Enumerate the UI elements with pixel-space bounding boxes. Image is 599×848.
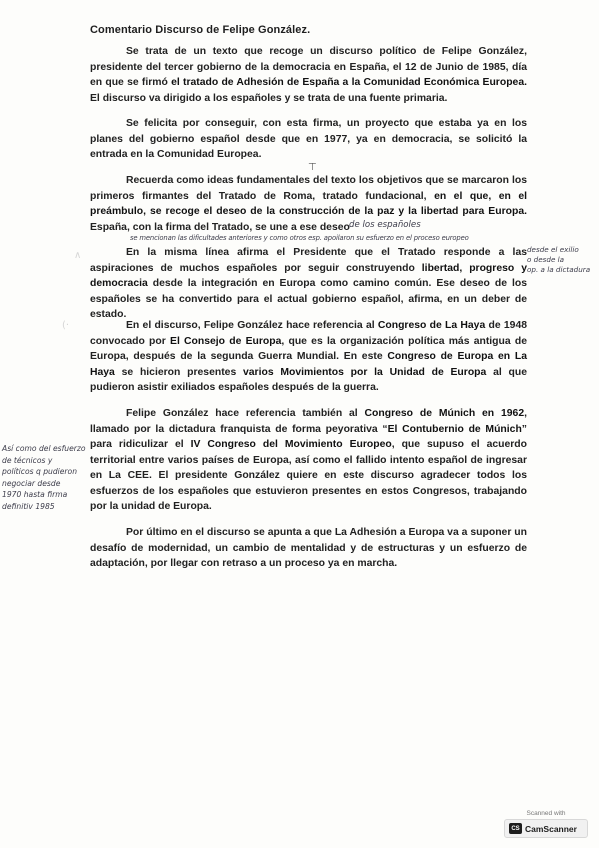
text-segment: , que supuso el acuerdo territorial entre varios países de Europa, así como el fallido intento español de ingresar en La CEE. El presidente González quiere en este discurso agradecer todos los esfuerzos de los españoles que estuvieron presentes en estos Congresos, trabajando por la unidad de Europa. — [90, 439, 527, 512]
bold-text-segment: El Contubernio de Múnich — [387, 423, 522, 435]
paragraph-2 — [90, 116, 527, 163]
paragraph-1 — [90, 44, 527, 106]
bold-text-segment: Congreso de Europa en La Haya — [90, 351, 527, 378]
camscanner-name: CamScanner — [525, 823, 577, 834]
scan-bleed-mark: (· — [62, 320, 70, 331]
text-segment: En la misma línea afirma el Presidente que el Tratado responde a las aspiraciones de muchos españoles por seguir construyendo — [90, 247, 527, 274]
handwritten-note-p4-right-3: op. a la dictadura — [527, 265, 591, 274]
text-segment: se hicieron presentes — [114, 366, 243, 378]
camscanner-logo-icon: CS — [509, 823, 522, 834]
paragraph-7 — [90, 525, 527, 572]
paragraph-5 — [90, 318, 527, 396]
bold-text-segment: Congreso de La Haya — [377, 320, 486, 331]
bold-text-segment: El Consejo de Europa — [170, 335, 282, 347]
margin-note-line: políticos q pudieron — [2, 467, 78, 476]
margin-note-line: definitiv 1985 — [2, 501, 55, 511]
text-segment: desde la integración en Europa como camino común. Ese deseo de los españoles se ha convertido para el actual gobierno español, afirma, en un deber de estado. — [90, 278, 527, 320]
handwritten-note-p4-above: se mencionan las dificultades anteriores y como otros esp. apoilaron su esfuerzo en el proceso europeo — [130, 234, 469, 242]
text-cursor-mark: ⊤ — [308, 162, 317, 173]
text-segment: Por último en el discurso se apunta a que La Adhesión a Europa va a suponer un desafío de modernidad, un cambio de mentalidad y de estructuras y un esfuerzo de adaptación, por llegar con retraso a un proceso ya en marcha. — [90, 527, 527, 569]
text-segment: Felipe González hace referencia también al — [126, 408, 365, 419]
handwritten-note-p3-tail: de los españoles — [349, 220, 421, 230]
handwritten-note-p4-right-1: desde el exilio — [527, 245, 579, 254]
scan-bleed-mark: ∧ — [74, 250, 82, 261]
paragraph-4 — [90, 245, 527, 323]
text-segment: ” para ridiculizar el — [90, 423, 527, 450]
text-segment: al que pudieron asistir exiliados españoles después de la guerra. — [90, 366, 527, 393]
bold-text-segment: en el que, en el preámbulo, se recoge el deseo de la construcción de la paz y la libertad para Europa. — [90, 190, 527, 217]
bold-text-segment: IV Congreso del Movimiento Europeo — [190, 439, 392, 450]
bold-text-segment: varios Movimientos por la Unidad de Europa — [243, 366, 487, 378]
scanned-with-label: Scanned with — [526, 810, 566, 817]
text-segment: Se trata de un texto que recoge un discurso político de Felipe González, presidente del tercer gobierno de la democracia en España, el 12 de Junio de 1985, día en que se firmó — [90, 46, 527, 88]
text-segment: El discurso va dirigido a los españoles y se trata de una fuente primaria. — [90, 92, 448, 104]
margin-note-line: negociar desde — [2, 478, 61, 488]
camscanner-badge — [504, 810, 588, 838]
bold-text-segment: libertad, progreso y democracia — [90, 262, 527, 289]
text-segment: , llamado por la dictadura franquista de forma peyorativa “ — [90, 408, 527, 435]
text-segment: Se felicita por conseguir, con esta firma, un proyecto que estaba ya en los planes del gobierno español desde que en 1977, ya en democracia, se solicitó la entrada en la Comunidad Europea. — [90, 118, 527, 160]
text-segment: Recuerda como ideas fundamentales del texto los objetivos que se marcaron los primeros firmantes del Tratado de Roma, tratado fundacional, — [90, 175, 527, 202]
margin-note-line: de técnicos y — [2, 455, 53, 465]
paragraph-3 — [90, 173, 527, 235]
text-segment: En el discurso, Felipe González hace referencia al — [126, 320, 378, 331]
paragraph-6 — [90, 406, 527, 515]
margin-note-line: 1970 hasta firma — [2, 490, 68, 499]
text-segment: de 1948 convocado por — [90, 320, 528, 347]
camscanner-bar — [504, 819, 588, 838]
document-title: Comentario Discurso de Felipe González. — [90, 24, 311, 36]
bold-text-segment: Congreso de Múnich en 1962 — [364, 408, 525, 419]
handwritten-margin-note — [2, 443, 84, 512]
text-segment: , que es la organización política más antigua de Europa, después de la segunda Guerra Mundial. En este — [90, 335, 527, 362]
margin-note-line: Así como del esfuerzo — [2, 444, 86, 453]
text-segment: España, con la firma del Tratado, se une a ese deseo — [90, 221, 350, 233]
handwritten-note-p4-right-2: o desde la — [527, 255, 565, 264]
bold-text-segment: el tratado de Adhesión de España a la Comunidad Económica Europea. — [171, 77, 527, 88]
